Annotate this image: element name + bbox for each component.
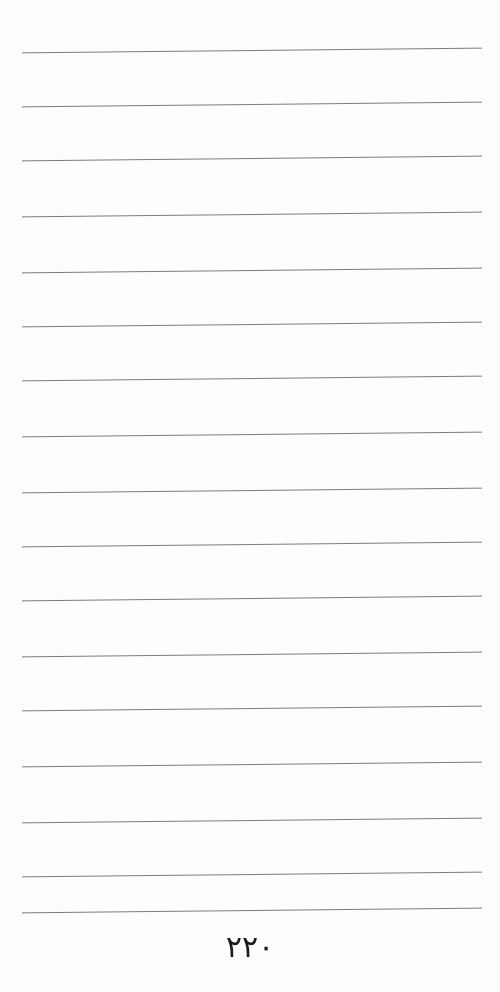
script-line — [22, 574, 482, 612]
script-line — [22, 246, 482, 284]
script-line — [22, 630, 482, 668]
script-line — [22, 26, 482, 64]
script-line — [22, 410, 482, 448]
page-number: ۲۲۰ — [225, 930, 275, 965]
script-line — [22, 300, 482, 338]
script-line — [22, 520, 482, 558]
script-line — [22, 190, 482, 228]
script-line — [22, 134, 482, 172]
script-line — [22, 684, 482, 722]
script-line — [22, 466, 482, 504]
script-line — [22, 886, 482, 924]
script-line — [22, 796, 482, 834]
script-line — [22, 80, 482, 118]
script-line — [22, 354, 482, 392]
script-line — [22, 850, 482, 888]
script-line — [22, 740, 482, 778]
